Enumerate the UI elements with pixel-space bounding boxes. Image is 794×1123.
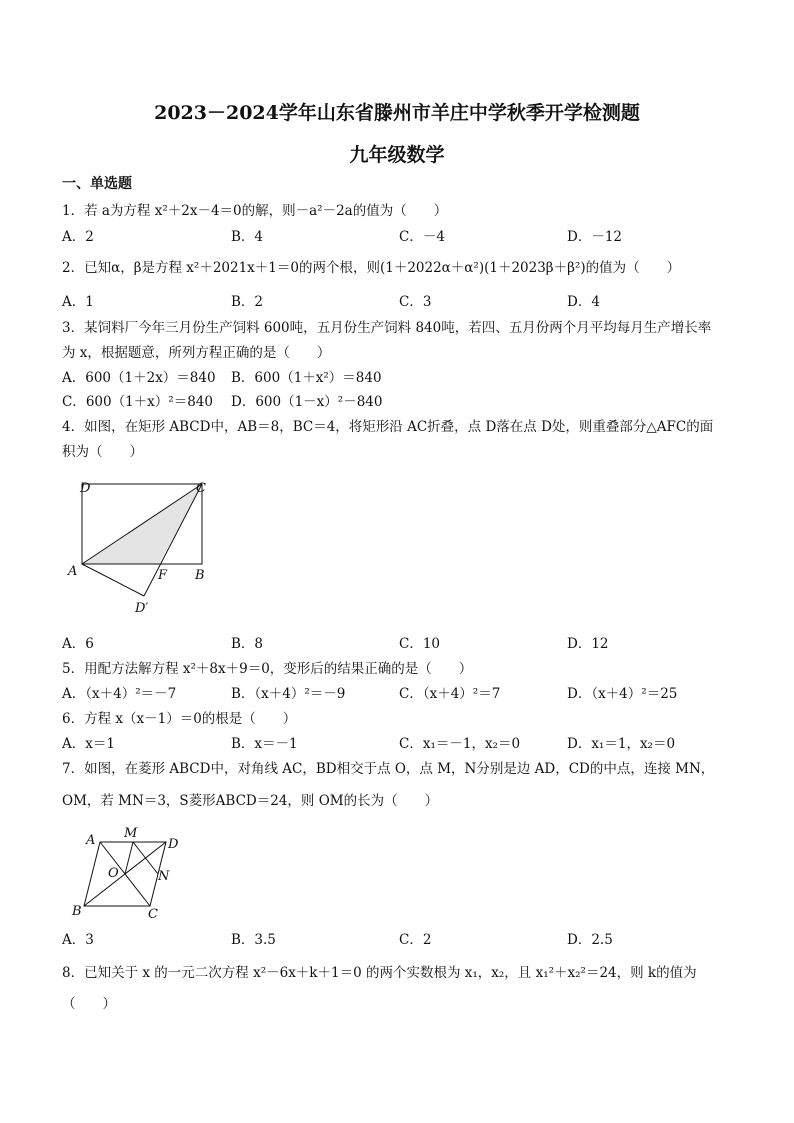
q7-option-d: D．2.5 (567, 932, 613, 948)
question-1-stem: 1．若 a为方程 x²＋2x－4＝0的解，则－a²－2a的值为（ ） (62, 203, 448, 219)
exam-title: 2023－2024学年山东省滕州市羊庄中学秋季开学检测题 (154, 102, 640, 124)
question-7-stem-line1: 7．如图，在菱形 ABCD中，对角线 AC，BD相交于点 O，点 M，N分别是边 AD，CD的中点，连接 MN， (62, 761, 715, 777)
q2-option-c: C．3 (399, 294, 432, 310)
label-c: C (148, 907, 158, 919)
q6-option-b: B．x＝－1 (231, 736, 298, 752)
q1-option-c: C．－4 (399, 229, 445, 245)
section-heading: 一、单选题 (62, 176, 132, 192)
label-d: D (80, 481, 91, 496)
rhombus-figure (66, 824, 196, 919)
q6-option-a: A．x＝1 (62, 736, 115, 752)
label-c: C (196, 481, 206, 496)
label-a: A (86, 833, 96, 848)
label-d-prime: D′ (135, 601, 149, 616)
q7-option-a: A．3 (62, 932, 94, 948)
q2-option-d: D．4 (567, 294, 600, 310)
label-o: O (108, 866, 119, 881)
q4-option-b: B．8 (231, 636, 264, 652)
q7-option-c: C．2 (399, 932, 432, 948)
question-2-stem: 2．已知α，β是方程 x²＋2021x＋1＝0的两个根，则(1＋2022α＋α²)(1＋2023β＋β²)的值为（ ） (62, 260, 681, 276)
exam-subtitle: 九年级数学 (349, 144, 445, 166)
q5-option-d: D．（x＋4）²＝25 (567, 686, 678, 702)
q5-option-b: B．（x＋4）²＝－9 (231, 686, 346, 702)
q4-option-c: C．10 (399, 636, 441, 652)
label-d: D (168, 837, 179, 852)
q5-option-c: C．（x＋4）²＝7 (399, 686, 501, 702)
q4-option-a: A．6 (62, 636, 94, 652)
label-a: A (68, 564, 78, 579)
q5-option-a: A．（x＋4）²＝－7 (62, 686, 177, 702)
question-3-stem-line2: 为 x，根据题意，所列方程正确的是（ ） (62, 345, 331, 361)
question-8-stem-line2: （ ） (62, 996, 116, 1012)
question-7-stem-line2: OM，若 MN＝3，S菱形ABCD＝24，则 OM的长为（ ） (62, 793, 439, 809)
label-b: B (72, 904, 82, 919)
rectangle-fold-figure (62, 474, 222, 624)
q6-option-d: D．x₁＝1，x₂＝0 (567, 736, 676, 752)
q2-option-b: B．2 (231, 294, 264, 310)
q2-option-a: A．1 (62, 294, 94, 310)
question-3-stem-line1: 3．某饲料厂今年三月份生产饲料 600吨，五月份生产饲料 840吨，若四、五月份两个月平均每月生产增长率 (62, 320, 712, 336)
q1-option-b: B．4 (231, 229, 264, 245)
q1-option-a: A．2 (62, 229, 94, 245)
question-5-stem: 5．用配方法解方程 x²＋8x＋9＝0，变形后的结果正确的是（ ） (62, 661, 473, 677)
question-4-stem-line1: 4．如图，在矩形 ABCD中，AB＝8，BC＝4，将矩形沿 AC折叠，点 D落在点 D处，则重叠部分△AFC的面 (62, 419, 714, 435)
label-f: F (158, 568, 168, 583)
q3-option-b: B．600（1＋x²）＝840 (231, 370, 382, 386)
label-b: B (195, 568, 205, 583)
q3-option-a: A．600（1＋2x）＝840 (62, 370, 216, 386)
q6-option-c: C．x₁＝－1，x₂＝0 (399, 736, 521, 752)
q7-option-b: B．3.5 (231, 932, 276, 948)
q3-option-d: D．600（1－x）²－840 (231, 394, 383, 410)
q3-option-c: C．600（1＋x）²＝840 (62, 394, 213, 410)
segment-mn (133, 842, 158, 874)
label-n: N (158, 869, 170, 884)
question-6-stem: 6．方程 x（x－1）＝0的根是（ ） (62, 711, 297, 727)
question-8-stem-line1: 8．已知关于 x 的一元二次方程 x²－6x＋k＋1＝0 的两个实数根为 x₁，x₂，且 x₁²＋x₂²＝24，则 k的值为 (62, 965, 697, 981)
question-4-stem-line2: 积为（ ） (62, 444, 143, 460)
label-m: M (124, 826, 138, 841)
fold-edge-ad (82, 564, 144, 596)
q4-option-d: D．12 (567, 636, 609, 652)
q1-option-d: D．－12 (567, 229, 623, 245)
